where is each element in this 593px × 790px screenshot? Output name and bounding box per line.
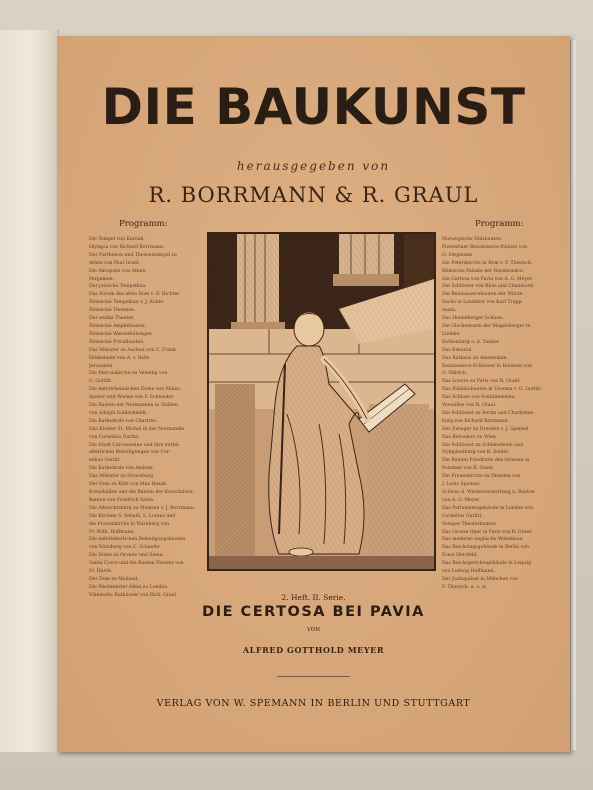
- program-item: Athen von Paul Graef.: [89, 260, 140, 266]
- program-item: Römische Thermen.: [89, 308, 136, 314]
- program-item: Die Schlösser zu Berlin und Charlotten-: [442, 410, 535, 416]
- program-item: nelius Gurlitt.: [89, 458, 122, 464]
- program-item: Speyer und Worms von F. Schneider.: [89, 395, 175, 401]
- publisher-line: VERLAG VON W. SPEMANN IN BERLIN UND STUTTGART: [156, 698, 471, 709]
- program-item: J. Louis Sponsel.: [442, 482, 481, 488]
- program-item: Vlämische Rathäuser von Rich. Graul.: [89, 592, 178, 598]
- program-item: Die Bauten der Normannen in Sizilien: [89, 403, 178, 409]
- program-item: Fr. Harck.: [89, 569, 113, 575]
- program-item: Hildesheim von A. v. Behr.: [89, 355, 151, 361]
- program-item: Sachs in Landshut von Karl Trapp-: [442, 300, 523, 306]
- program-item: Die Certosa von Pavia von A. G. Meyer.: [442, 276, 533, 282]
- program-item: Das Heidelberger Schloss.: [442, 316, 504, 322]
- program-item: Das Münster zu Strassburg.: [89, 474, 155, 480]
- issue-label: 2. Heft. II. Serie.: [281, 593, 346, 602]
- cover-subtitle: herausgegeben von: [236, 159, 391, 173]
- program-item: Semper Theaterbauten.: [442, 521, 498, 527]
- program-item: Römische Privatbauten.: [89, 339, 145, 345]
- program-item: Die Schlösser zu Schleissheim und: [442, 442, 524, 448]
- program-item: Die Marcuskirche zu Venedig von: [89, 371, 168, 377]
- author-name: ALFRED GOTTHOLD MEYER: [242, 645, 385, 655]
- program-item: Die Renaissancebauten der Würzb-: [442, 292, 524, 298]
- program-right-heading: Programm:: [475, 219, 524, 229]
- program-item: Das Parlamentsgebäude in London von: [442, 505, 534, 511]
- program-item: Versailles von R. Graul.: [442, 403, 497, 409]
- program-item: mann.: [442, 308, 457, 314]
- program-item: Das Reichstagsgebäude in Berlin von: [442, 545, 529, 551]
- program-item: Der Zwinger zu Dresden v. J. Sponsel.: [442, 426, 530, 432]
- program-item: Das Kloster St. Michel in der Normandie: [89, 426, 185, 432]
- program-item: burg von Richard Borrmann.: [442, 418, 510, 424]
- program-item: Rothenburg o. d. Tauber.: [442, 339, 500, 345]
- program-item: alterlichen Befestigungen von Cor-: [89, 450, 171, 456]
- program-right-list: [442, 236, 560, 592]
- program-item: Kreuzhallen und die Bauten der Kreuzfahrer.: [89, 490, 194, 495]
- program-item: von A. G. Meyer.: [442, 497, 481, 503]
- program-item: Jerusalem.: [89, 363, 114, 369]
- program-item: Das Grosse Oper in Paris von R. Graef.: [442, 529, 533, 535]
- program-item: Das Reichsgerichtsgebäude in Leipzig: [442, 561, 532, 567]
- program-item: Römische Wasserleitungen.: [89, 331, 154, 337]
- cover-title: DIE BAUKUNST: [101, 78, 526, 136]
- program-item: G. Oldrich.: [442, 371, 468, 377]
- program-item: Das Palladiobauten in Vicenza v. G. Gurlitt.: [442, 387, 543, 393]
- program-item: Lüdeke.: [442, 331, 461, 337]
- program-item: Die Schlösser von Blois und Chambord.: [442, 284, 535, 290]
- program-item: Römische Paläste der Renaissance.: [442, 268, 525, 274]
- program-item: Norwegische Holzbauten.: [442, 237, 503, 242]
- program-item: G. Gurlitt.: [89, 379, 113, 385]
- program-item: Das Münster zu Aachen von C. Frank.: [89, 347, 178, 353]
- program-item: Olympia von Richard Borrmann.: [89, 244, 165, 250]
- program-item: Das Forum des alten Rom v. O. Richter.: [89, 292, 181, 298]
- by-label: VON: [306, 627, 321, 633]
- program-left-list: [89, 236, 203, 600]
- program-item: Die Tempel von Karnak.: [89, 237, 145, 242]
- program-item: Der Dom zu Köln von Max Hasak.: [89, 482, 168, 488]
- program-item: F. Thiersch. u. s. w.: [442, 584, 487, 590]
- program-item: Pergamon.: [89, 276, 115, 282]
- program-item: Fr. Wilh. Hoffmann.: [89, 529, 135, 535]
- program-item: Römische Amphitheater.: [89, 323, 147, 329]
- program-item: Die Dome zu Orvieto und Siena.: [89, 553, 164, 559]
- book-cover: [57, 36, 570, 752]
- program-item: Die Kirchen S. Sebald, S. Lorenz und: [89, 513, 176, 519]
- program-item: Florentiner Renaissance-Paläste von: [442, 244, 528, 250]
- book-binding: [0, 30, 59, 752]
- cover-editors: R. BORRMANN & R. GRAUL: [148, 183, 479, 207]
- program-item: Das Eskorial.: [442, 347, 473, 353]
- program-left-heading: Programm:: [119, 219, 168, 229]
- program-item: Der Parthenon und Theseustempel zu: [89, 252, 177, 258]
- program-item: von Nürnberg von C. Schaefer.: [89, 545, 161, 551]
- program-item: Die Kathedrale von Chartres.: [89, 418, 158, 424]
- program-item: von Adolph Goldschmidt.: [89, 410, 148, 416]
- program-item: Römische Tempelbau v. J. Kohte.: [89, 300, 165, 306]
- divider-rule: [277, 676, 350, 677]
- program-item: Der Dom zu Mailand.: [89, 576, 139, 582]
- program-item: Renaissance-Schlösser in Holstein von: [442, 363, 532, 369]
- program-item: Die Glockenturm der Magdeburger in: [442, 323, 531, 329]
- program-item: Das Schloss von Fontainebleau.: [442, 395, 516, 401]
- program-item: Die mittelalterlichen Befestigungsbauten: [89, 537, 186, 543]
- program-item: Die Westminster-Abtei zu London.: [89, 584, 169, 590]
- program-item: Cornelius Gurlitt.: [442, 513, 483, 519]
- program-item: Ernst Herzfeld.: [442, 553, 478, 559]
- program-item: O. Stegmann.: [442, 252, 474, 258]
- program-item: Der jonische Tempelbau.: [89, 284, 147, 290]
- program-item: Das Louvre zu Paris von R. Graef.: [442, 379, 521, 385]
- program-item: Der antike Theater.: [89, 316, 135, 322]
- program-item: Das Belvedere zu Wien.: [442, 434, 498, 440]
- program-item: Schloss d. Wiederverwertung u. Bauten: [442, 490, 535, 495]
- program-item: Das Rathaus zu Amsterdam.: [442, 355, 508, 361]
- program-item: Der Justizpalast in München von: [442, 576, 518, 582]
- cover-illustration: [207, 232, 436, 571]
- program-item: Die mittelrheinischen Dome von Mainz,: [89, 387, 182, 393]
- program-item: Nymphenburg von R. Seidel.: [442, 450, 510, 456]
- program-item: Die Peterskirche in Rom v. F. Thiersch.: [442, 260, 533, 266]
- program-item: Bauten von Friedrich Sarre.: [89, 497, 155, 503]
- program-item: Santa Croce und die Bauten Florenz von: [89, 561, 184, 567]
- program-item: die Frauenkirche in Nürnberg von: [89, 521, 170, 527]
- program-item: Die Stadt Carcassonne und ihre mittel-: [89, 442, 181, 448]
- program-item: von Ludwig Hoffmann.: [442, 569, 496, 575]
- program-item: Die Kathedrale von Amiens.: [89, 466, 154, 472]
- program-item: von Cornelius Gurlitt.: [89, 434, 140, 440]
- program-item: Die Bauten Friedrichs des Grossen in: [442, 458, 530, 464]
- page-edge: [570, 40, 576, 750]
- program-item: Das moderne englische Wohnhaus.: [442, 537, 524, 543]
- seated-woman-illustration: [209, 234, 434, 569]
- book-title: DIE CERTOSA BEI PAVIA: [202, 604, 425, 620]
- program-item: Die Frauenkirche zu Dresden von: [442, 474, 521, 480]
- program-item: Potsdam von R. Graul.: [442, 466, 495, 472]
- program-item: Die Albrechtsburg zu Meissen v. J. Borrmann.: [89, 505, 196, 511]
- program-item: Die Akropolis von Athen.: [89, 268, 147, 274]
